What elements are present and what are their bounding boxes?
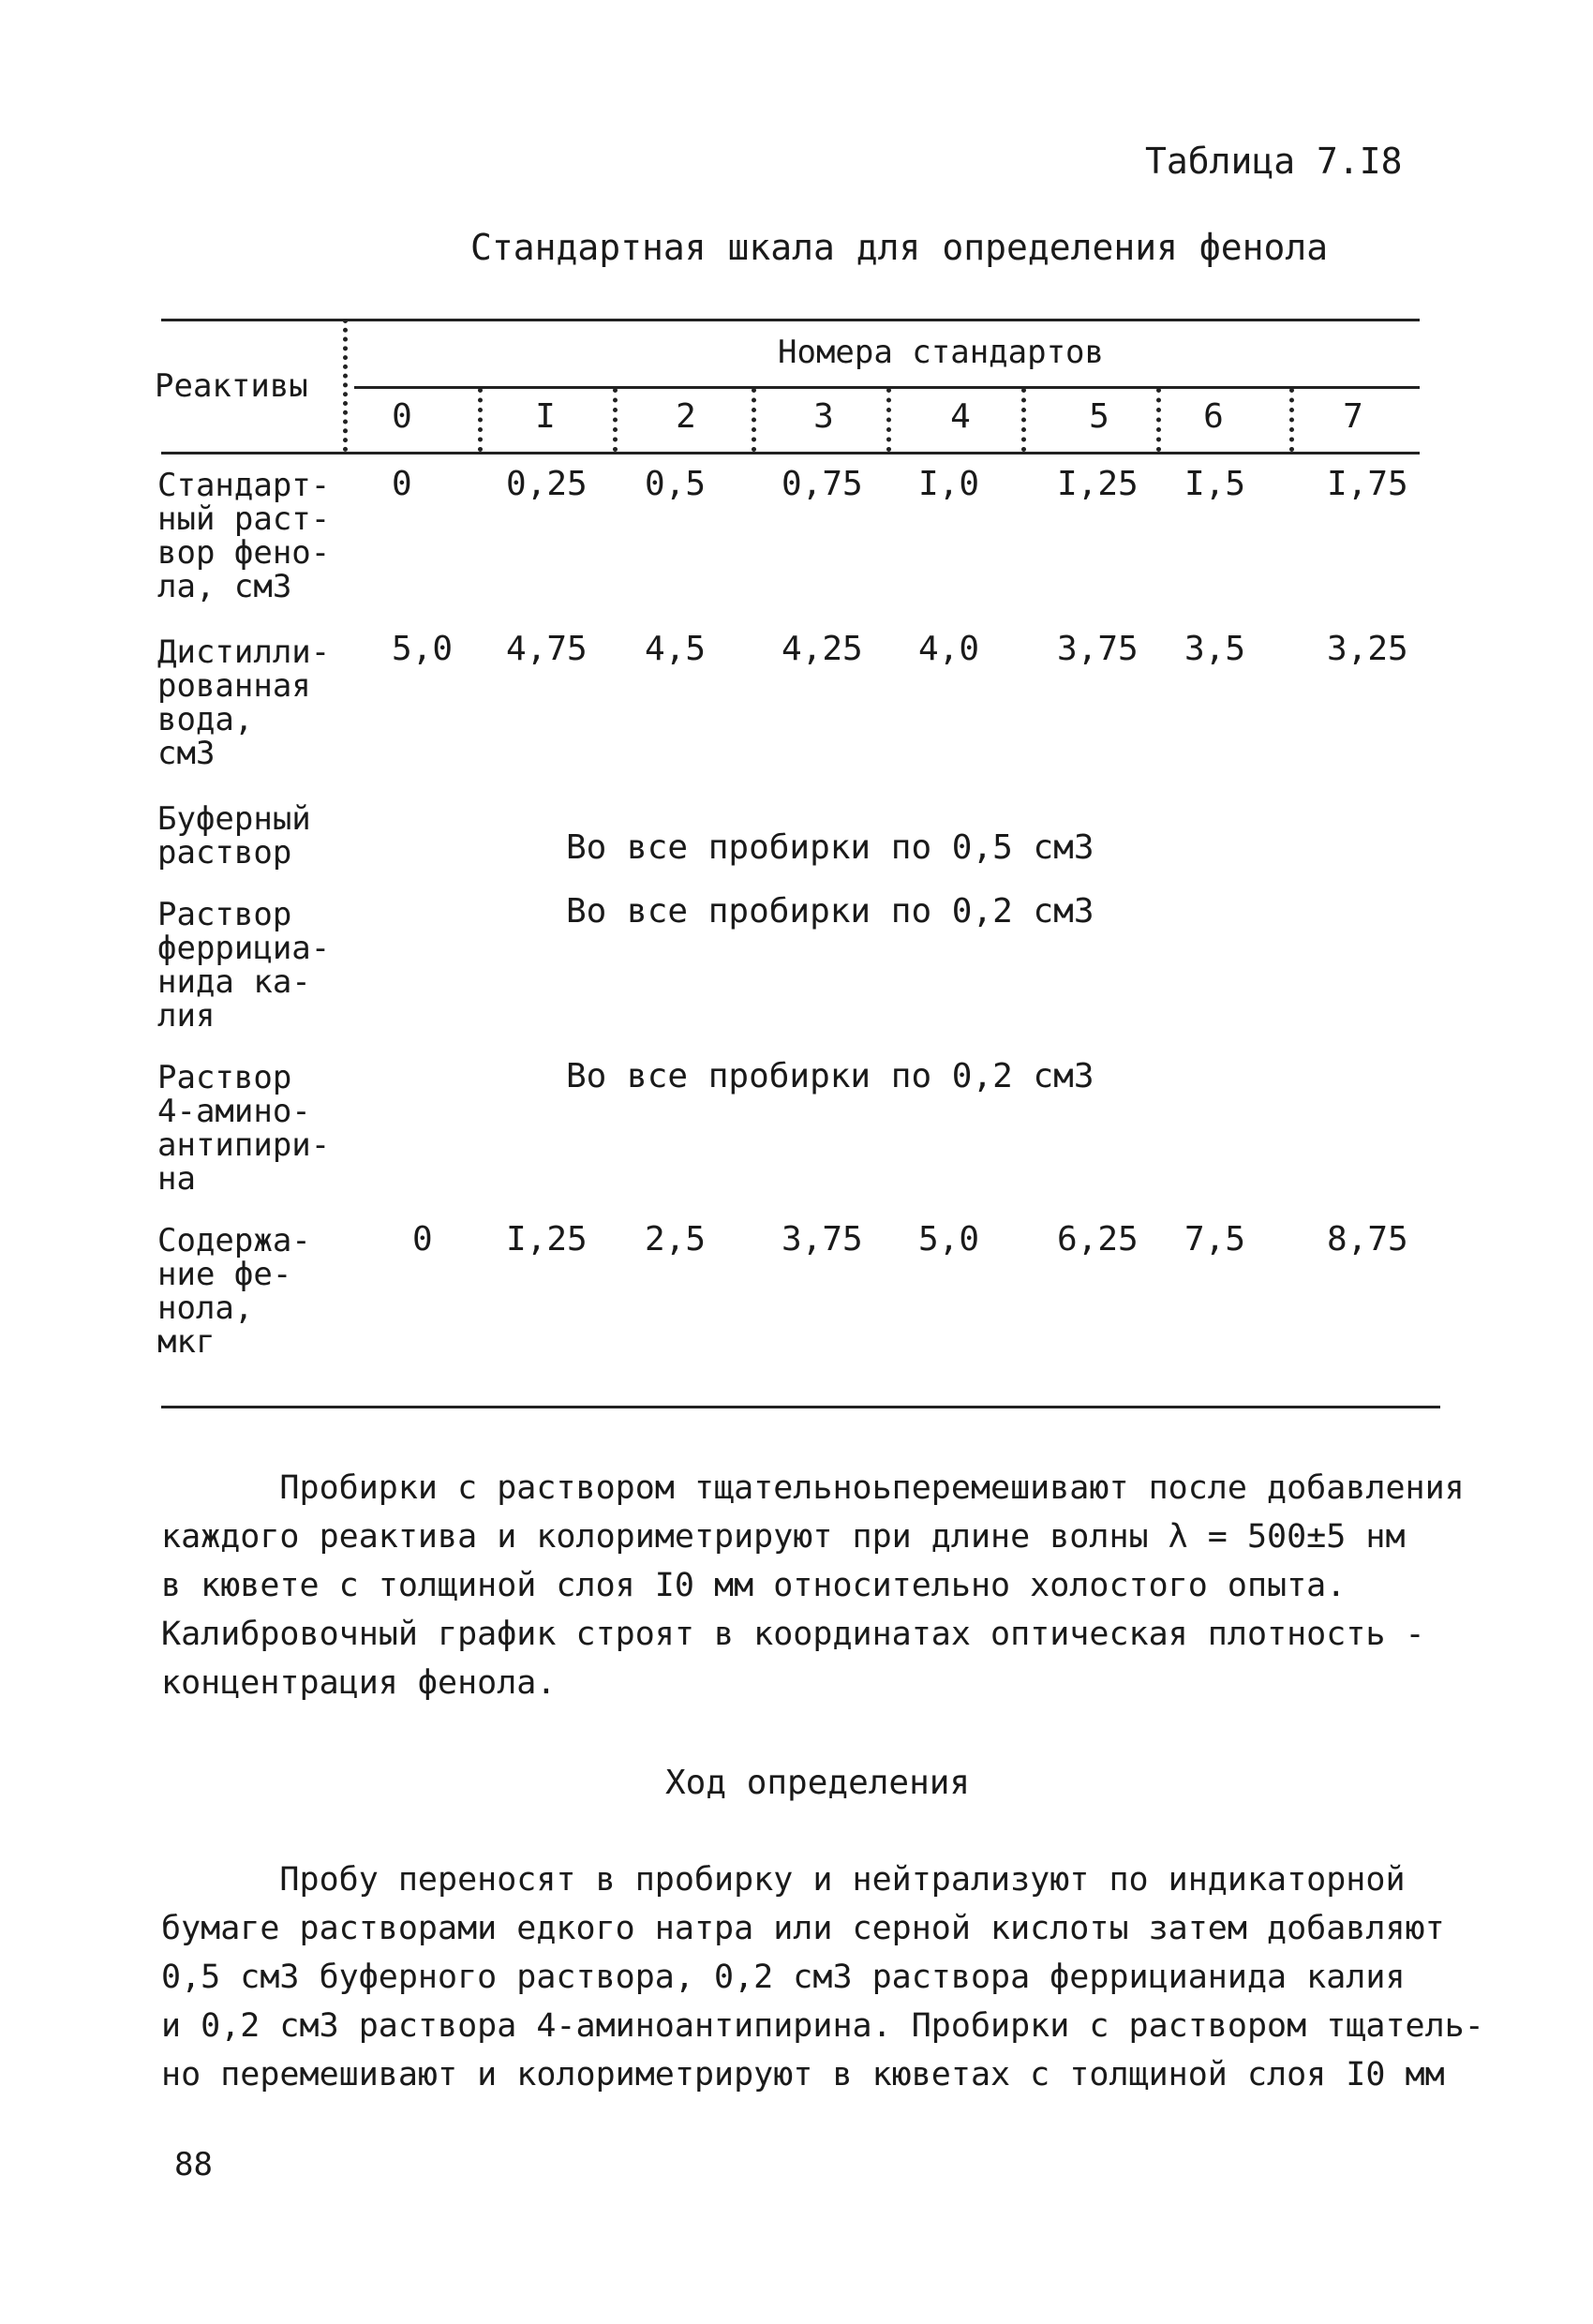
table-top-rule	[161, 319, 1420, 321]
header-standard-numbers: Номера стандартов	[778, 334, 1104, 371]
table-cell: 0,25	[506, 465, 588, 503]
column-divider	[613, 388, 618, 452]
table-cell: 4,75	[506, 630, 588, 668]
table-cell: 8,75	[1327, 1220, 1408, 1259]
table-cell: 3,75	[782, 1220, 863, 1259]
standard-number: 2	[676, 397, 696, 436]
table-header-rule	[161, 452, 1420, 454]
table-cell: 4,0	[918, 630, 980, 668]
column-divider	[1156, 388, 1161, 452]
table-cell: 3,25	[1327, 630, 1408, 668]
row-span-text: Во все пробирки по 0,2 см3	[566, 1057, 1094, 1095]
table-number: Таблица 7.I8	[1145, 141, 1403, 182]
row-label-distilled-water: Дистилли- рованная вода, см3	[157, 633, 331, 772]
row-span-text: Во все пробирки по 0,2 см3	[566, 892, 1094, 931]
body-paragraph: Пробу переносят в пробирку и нейтрализуют по индикаторной бумаге растворами едкого натра или серной кислоты затем добавляют 0,5 см3 буферного раствора, 0,2 см3 раствора феррицианида калия и 0,2 см3 раствора 4-аминоантипирина. Пробирки с раствором тщатель- но перемешивают и колориметрируют в кюветах с толщиной слоя I0 мм	[161, 1861, 1484, 2093]
table-cell: 0,75	[782, 465, 863, 503]
section-title: Ход определения	[665, 1764, 971, 1802]
column-divider	[478, 388, 483, 452]
row-label-buffer-solution: Буферный раствор	[157, 800, 311, 872]
table-cell: 0	[412, 1220, 433, 1259]
table-title: Стандартная шкала для определения фенола	[470, 227, 1329, 268]
table-cell: I,25	[506, 1220, 588, 1259]
table-cell: I,75	[1327, 465, 1408, 503]
table-cell: 4,5	[645, 630, 707, 668]
standard-number: 0	[392, 397, 412, 436]
table-cell: 3,75	[1057, 630, 1139, 668]
standard-number: 6	[1203, 397, 1224, 436]
table-bottom-rule	[161, 1406, 1440, 1408]
table-cell: 5,0	[918, 1220, 980, 1259]
column-divider	[1021, 388, 1026, 452]
table-cell: I,25	[1057, 465, 1139, 503]
row-label-ferricyanide: Раствор феррициа- нида ка- лия	[157, 896, 331, 1035]
header-reagents: Реактивы	[155, 367, 308, 405]
row-label-phenol-content: Содержа- ние фе- нола, мкг	[157, 1222, 311, 1361]
table-cell: 6,25	[1057, 1220, 1139, 1259]
table-cell: I,0	[918, 465, 980, 503]
column-divider	[1289, 388, 1294, 452]
table-cell: 5,0	[392, 630, 454, 668]
table-cell: I,5	[1184, 465, 1246, 503]
table-cell: 2,5	[645, 1220, 707, 1259]
column-divider	[886, 388, 891, 452]
table-cell: 7,5	[1184, 1220, 1246, 1259]
body-paragraph: Пробирки с раствором тщательноьперемешивают после добавления каждого реактива и колориметрируют при длине волны λ = 500±5 нм в кювете с толщиной слоя I0 мм относительно холостого опыта. Калибровочный график строят в координатах оптическая плотность - концентрация фенола.	[161, 1469, 1465, 1702]
standard-number: I	[535, 397, 556, 436]
page-number: 88	[174, 2146, 213, 2183]
table-cell: 4,25	[782, 630, 863, 668]
row-span-text: Во все пробирки по 0,5 см3	[566, 828, 1094, 867]
standard-number: 7	[1343, 397, 1363, 436]
column-divider	[343, 319, 348, 452]
table-cell: 3,5	[1184, 630, 1246, 668]
table-cell: 0,5	[645, 465, 707, 503]
standard-number: 3	[813, 397, 834, 436]
table-cell: 0	[392, 465, 412, 503]
standard-number: 4	[950, 397, 971, 436]
row-label-aminoantipyrine: Раствор 4-амино- антипири- на	[157, 1059, 331, 1198]
standard-number: 5	[1089, 397, 1109, 436]
column-divider	[752, 388, 756, 452]
row-label-standard-solution: Стандарт- ный раст- вор фено- ла, см3	[157, 467, 331, 605]
